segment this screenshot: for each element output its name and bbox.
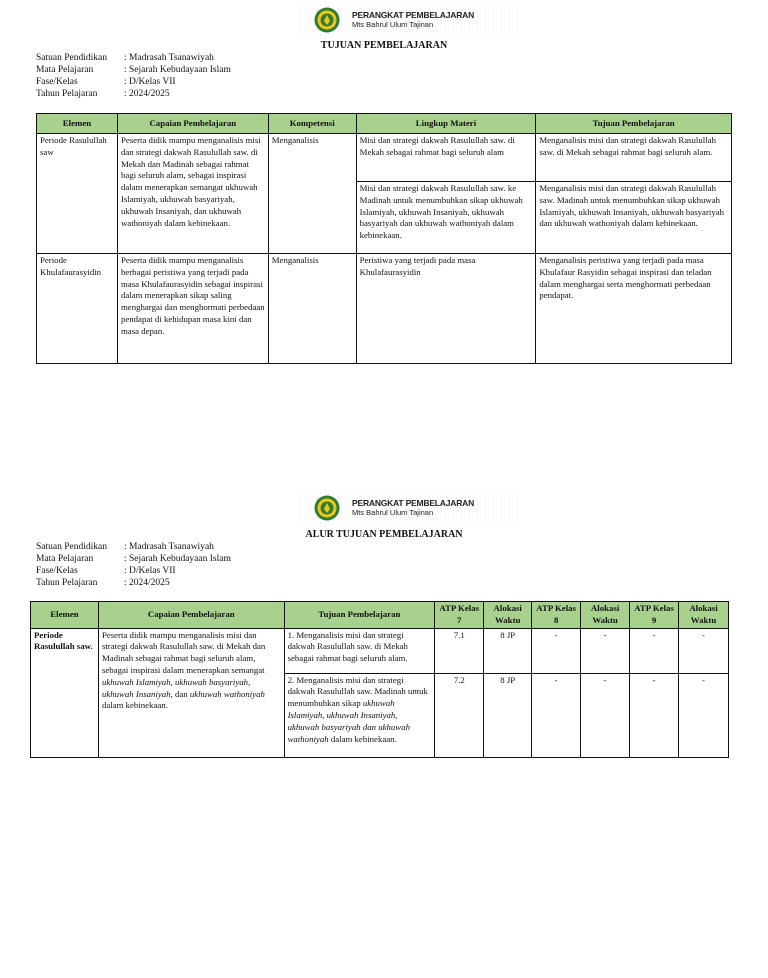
cell-capaian — [98, 628, 284, 757]
column-header: ATP Kelas 8 — [532, 602, 581, 629]
header-subtitle: Mts Bahrul Ulum Tajinan — [352, 508, 434, 517]
cell-tujuan: 1. Menganalisis misi dan strategi dakwah Rasulullah saw. di Mekah sebagai rahmat bagi seluruh alam. — [284, 628, 435, 673]
page-title: TUJUAN PEMBELAJARAN — [320, 40, 448, 51]
cell-lingkup: Misi dan strategi dakwah Rasulullah saw. ke Madinah untuk menumbuhkan sikap ukhuwah Islamiyah, ukhuwah Insaniyah, ukhuwah basyariyah dan ukhuwah wathoniyah dalam kebinekaan. — [356, 182, 536, 254]
tujuan-text: dalam kebinekaan. — [328, 733, 397, 744]
column-header: ATP Kelas 9 — [630, 602, 679, 629]
meta-label: Mata Pelajaran — [36, 554, 94, 564]
meta-label: Fase/Kelas — [36, 566, 78, 576]
meta-value: : D/Kelas VII — [124, 77, 176, 87]
table-row — [37, 254, 732, 364]
alur-tujuan-pembelajaran-table — [30, 601, 729, 758]
cell-lingkup: Peristiwa yang terjadi pada masa Khulafaurasyidin — [356, 254, 536, 364]
cell-atp8: - — [532, 628, 581, 673]
capaian-italic: ukhuwah wathoniyah — [189, 688, 265, 699]
cell-alokasi8: - — [581, 673, 630, 757]
capaian-text: Peserta didik mampu menganalisis misi dan strategi dakwah Rasulullah saw. di Mekah dan Madinah sebagai rahmat bagi seluruh alam, sebagai inspirasi dalam menerapkan semangat — [101, 629, 266, 675]
column-header: Alokasi Waktu — [484, 602, 532, 629]
column-header: Elemen — [31, 602, 99, 629]
tujuan-italic: ukhuwah Islamiyah, ukhuwah Insaniyah, ukhuwah basyariyah dan ukhuwah wathoniyah — [287, 698, 410, 744]
capaian-italic: ukhuwah Islamiyah, ukhuwah basyariyah, ukhuwah Insaniyah, — [101, 676, 251, 699]
tujuan-pembelajaran-table — [36, 113, 732, 364]
column-header: Elemen — [37, 114, 118, 134]
table-header-row — [37, 114, 732, 134]
tujuan-text: 2. Menganalisis misi dan strategi dakwah Rasulullah saw. Madinah untuk menumbuhkan sikap — [287, 674, 428, 709]
meta-value: : Sejarah Kebudayaan Islam — [124, 554, 231, 564]
cell-atp8: - — [532, 673, 581, 757]
header-subtitle: Mts Bahrul Ulum Tajinan — [352, 20, 434, 29]
header-title: PERANGKAT PEMBELAJARAN — [352, 10, 475, 20]
cell-capaian: Peserta didik mampu menganalisis berbagai peristiwa yang terjadi pada masa Khulafaurasyidin sebagai inspirasi dalam menerapkan sikap saling menghargai dan menghormati perbedaan pendapat di kehidupan masa kini dan masa depan. — [117, 254, 268, 364]
cell-atp7: 7.2 — [435, 673, 484, 757]
column-header: Tujuan Pembelajaran — [536, 114, 732, 134]
school-logo-icon — [314, 7, 340, 33]
table-row — [37, 134, 732, 182]
cell-atp9: - — [630, 673, 679, 757]
header-title: PERANGKAT PEMBELAJARAN — [352, 498, 475, 508]
cell-tujuan — [284, 673, 435, 757]
cell-elemen: Periode Rasulullah saw — [37, 134, 118, 254]
capaian-text: dan — [172, 688, 190, 699]
cell-elemen: Periode Rasulullah saw. — [31, 628, 99, 757]
document-meta — [36, 541, 231, 589]
cell-atp7: 7.1 — [435, 628, 484, 673]
cell-kompetensi: Menganalisis — [268, 254, 356, 364]
cell-alokasi8: - — [581, 628, 630, 673]
meta-value: : Sejarah Kebudayaan Islam — [124, 65, 231, 75]
column-header: Lingkup Materi — [356, 114, 536, 134]
cell-atp9: - — [630, 628, 679, 673]
cell-lingkup: Misi dan strategi dakwah Rasulullah saw. di Mekah sebagai rahmat bagi seluruh alam — [356, 134, 536, 182]
meta-label: Mata Pelajaran — [36, 65, 94, 75]
school-logo-icon — [314, 495, 340, 521]
meta-label: Tahun Pelajaran — [36, 578, 98, 588]
column-header: Kompetensi — [268, 114, 356, 134]
cell-tujuan: Menganalisis misi dan strategi dakwah Rasulullah saw. di Mekah sebagai rahmat bagi seluruh alam. — [536, 134, 732, 182]
cell-capaian: Peserta didik mampu menganalisis misi dan strategi dakwah Rasulullah saw. di Mekah dan Madinah sebagai rahmat bagi seluruh alam, sebagai inspirasi dalam menerapkan semangat ukhuwah Islamiyah, ukhuwah basyariyah, ukhuwah Insaniyah, dan ukhuwah wathoniyah dalam kebinekaan. — [117, 134, 268, 254]
meta-label: Satuan Pendidikan — [36, 53, 107, 63]
capaian-text: dalam kebinekaan. — [101, 700, 168, 711]
meta-value: : 2024/2025 — [124, 578, 170, 588]
document-header — [300, 2, 520, 38]
meta-label: Tahun Pelajaran — [36, 89, 98, 99]
cell-alokasi7: 8 JP — [484, 673, 532, 757]
meta-value: : Madrasah Tsanawiyah — [124, 53, 214, 63]
document-header — [300, 490, 520, 526]
meta-value: : D/Kelas VII — [124, 566, 176, 576]
table-header-row — [31, 602, 729, 629]
cell-tujuan: Menganalisis peristiwa yang terjadi pada masa Khulafaur Rasyidin sebagai inspirasi dan teladan dalam menghargai serta menghormati perbedaan pendapat. — [536, 254, 732, 364]
page-title: ALUR TUJUAN PEMBELAJARAN — [305, 529, 463, 540]
cell-elemen: Periode Khulafaurasyidin — [37, 254, 118, 364]
cell-alokasi9: - — [679, 628, 729, 673]
column-header: Alokasi Waktu — [679, 602, 729, 629]
cell-tujuan: Menganalisis misi dan strategi dakwah Rasulullah saw. Madinah untuk menumbuhkan sikap ukhuwah Islamiyah, ukhuwah Insaniyah, ukhuwah basyariyah dan ukhuwah wathoniyah dalam kebinekaan. — [536, 182, 732, 254]
document-meta — [36, 52, 231, 100]
meta-label: Satuan Pendidikan — [36, 542, 107, 552]
cell-alokasi7: 8 JP — [484, 628, 532, 673]
meta-value: : 2024/2025 — [124, 89, 170, 99]
meta-label: Fase/Kelas — [36, 77, 78, 87]
column-header: Capaian Pembelajaran — [117, 114, 268, 134]
cell-alokasi9: - — [679, 673, 729, 757]
column-header: ATP Kelas 7 — [435, 602, 484, 629]
meta-value: : Madrasah Tsanawiyah — [124, 542, 214, 552]
table-row — [31, 628, 729, 673]
column-header: Capaian Pembelajaran — [98, 602, 284, 629]
cell-kompetensi: Menganalisis — [268, 134, 356, 254]
column-header: Alokasi Waktu — [581, 602, 630, 629]
column-header: Tujuan Pembelajaran — [284, 602, 435, 629]
